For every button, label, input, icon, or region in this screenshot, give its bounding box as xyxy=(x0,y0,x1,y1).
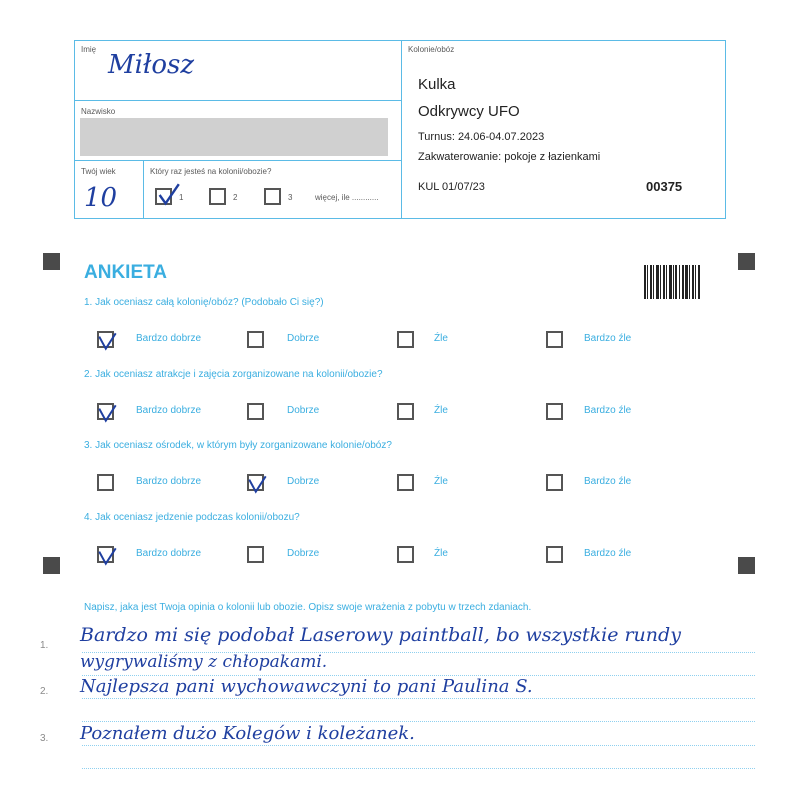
header-col-divider xyxy=(143,160,144,219)
registration-marker xyxy=(738,557,755,574)
answer-checkbox[interactable] xyxy=(397,403,414,420)
question-text: 3. Jak oceniasz ośrodek, w którym były zorganizowane kolonie/obóz? xyxy=(84,440,392,451)
age-value: 10 xyxy=(84,183,118,213)
answer-checkbox[interactable] xyxy=(546,546,563,563)
opinion-line-3: Najlepsza pani wychowawczyni to pani Paulina S. xyxy=(80,676,533,697)
check-mark-icon xyxy=(97,545,119,567)
camp-label: Kolonie/obóz xyxy=(408,45,455,54)
answer-option-label: Dobrze xyxy=(287,476,320,487)
registration-marker xyxy=(43,253,60,270)
times-option-2: 2 xyxy=(233,193,238,202)
check-mark-icon xyxy=(97,402,119,424)
answer-checkbox[interactable] xyxy=(97,331,114,348)
line-number-1: 1. xyxy=(40,640,49,651)
answer-checkbox[interactable] xyxy=(397,331,414,348)
answer-option-label: Bardzo dobrze xyxy=(136,405,202,416)
check-mark-icon xyxy=(97,330,119,352)
times-label: Który raz jesteś na kolonii/obozie? xyxy=(150,167,272,176)
answer-option-label: Bardzo dobrze xyxy=(136,476,202,487)
barcode-icon xyxy=(644,265,700,299)
answer-checkbox[interactable] xyxy=(546,474,563,491)
answer-checkbox[interactable] xyxy=(247,546,264,563)
answer-option-label: Bardzo dobrze xyxy=(136,548,202,559)
answer-checkbox[interactable] xyxy=(247,474,264,491)
check-mark-icon xyxy=(156,183,180,207)
registration-marker xyxy=(43,557,60,574)
opinion-line-2: wygrywaliśmy z chłopakami. xyxy=(80,652,328,672)
writing-line xyxy=(82,745,755,746)
answer-checkbox[interactable] xyxy=(546,331,563,348)
header-row-divider xyxy=(74,160,401,161)
header-row-divider xyxy=(74,100,401,101)
times-checkbox-3[interactable] xyxy=(264,188,281,205)
answer-checkbox[interactable] xyxy=(97,403,114,420)
answer-option-label: Bardzo źle xyxy=(584,405,632,416)
answer-checkbox[interactable] xyxy=(397,546,414,563)
writing-line xyxy=(82,768,755,769)
times-checkbox-2[interactable] xyxy=(209,188,226,205)
answer-option-label: Źle xyxy=(434,548,448,559)
camp-program: Odkrywcy UFO xyxy=(418,103,520,120)
line-number-3: 3. xyxy=(40,733,49,744)
surname-redacted xyxy=(80,118,388,156)
times-option-3: 3 xyxy=(288,193,293,202)
answer-checkbox[interactable] xyxy=(97,546,114,563)
line-number-2: 2. xyxy=(40,686,49,697)
writing-line xyxy=(82,698,755,699)
times-checkbox-1[interactable] xyxy=(155,188,172,205)
opinion-prompt: Napisz, jaka jest Twoja opinia o kolonii lub obozie. Opisz swoje wrażenia z pobytu w trzech zdaniach. xyxy=(84,602,532,613)
answer-checkbox[interactable] xyxy=(546,403,563,420)
opinion-line-1: Bardzo mi się podobał Laserowy paintball, bo wszystkie rundy xyxy=(80,624,681,646)
answer-option-label: Dobrze xyxy=(287,333,320,344)
answer-option-label: Bardzo źle xyxy=(584,548,632,559)
accommodation: Zakwaterowanie: pokoje z łazienkami xyxy=(418,151,601,163)
writing-line xyxy=(82,721,755,722)
opinion-line-4: Poznałem dużo Kolegów i koleżanek. xyxy=(80,723,415,744)
camp-code: KUL 01/07/23 xyxy=(418,181,485,193)
answer-option-label: Bardzo źle xyxy=(584,333,632,344)
answer-checkbox[interactable] xyxy=(97,474,114,491)
answer-option-label: Dobrze xyxy=(287,405,320,416)
question-text: 2. Jak oceniasz atrakcje i zajęcia zorganizowane na kolonii/obozie? xyxy=(84,369,383,380)
times-other: więcej, ile ............ xyxy=(315,193,379,202)
surname-label: Nazwisko xyxy=(81,107,116,116)
question-text: 1. Jak oceniasz całą kolonię/obóz? (Podobało Ci się?) xyxy=(84,297,324,308)
times-option-1: 1 xyxy=(179,193,184,202)
answer-option-label: Bardzo dobrze xyxy=(136,333,202,344)
age-label: Twój wiek xyxy=(81,167,116,176)
answer-option-label: Źle xyxy=(434,333,448,344)
answer-checkbox[interactable] xyxy=(247,331,264,348)
name-value: Miłosz xyxy=(108,50,195,80)
name-label: Imię xyxy=(81,45,97,54)
camp-name: Kulka xyxy=(418,76,456,93)
answer-option-label: Źle xyxy=(434,405,448,416)
answer-option-label: Źle xyxy=(434,476,448,487)
answer-option-label: Bardzo źle xyxy=(584,476,632,487)
check-mark-icon xyxy=(247,473,269,495)
registration-marker xyxy=(738,253,755,270)
survey-title: ANKIETA xyxy=(84,262,168,283)
answer-checkbox[interactable] xyxy=(397,474,414,491)
header-divider xyxy=(401,40,402,219)
answer-checkbox[interactable] xyxy=(247,403,264,420)
turnus: Turnus: 24.06-04.07.2023 xyxy=(418,131,545,143)
answer-option-label: Dobrze xyxy=(287,548,320,559)
question-text: 4. Jak oceniasz jedzenie podczas kolonii/obozu? xyxy=(84,512,300,523)
form-number: 00375 xyxy=(646,179,683,194)
